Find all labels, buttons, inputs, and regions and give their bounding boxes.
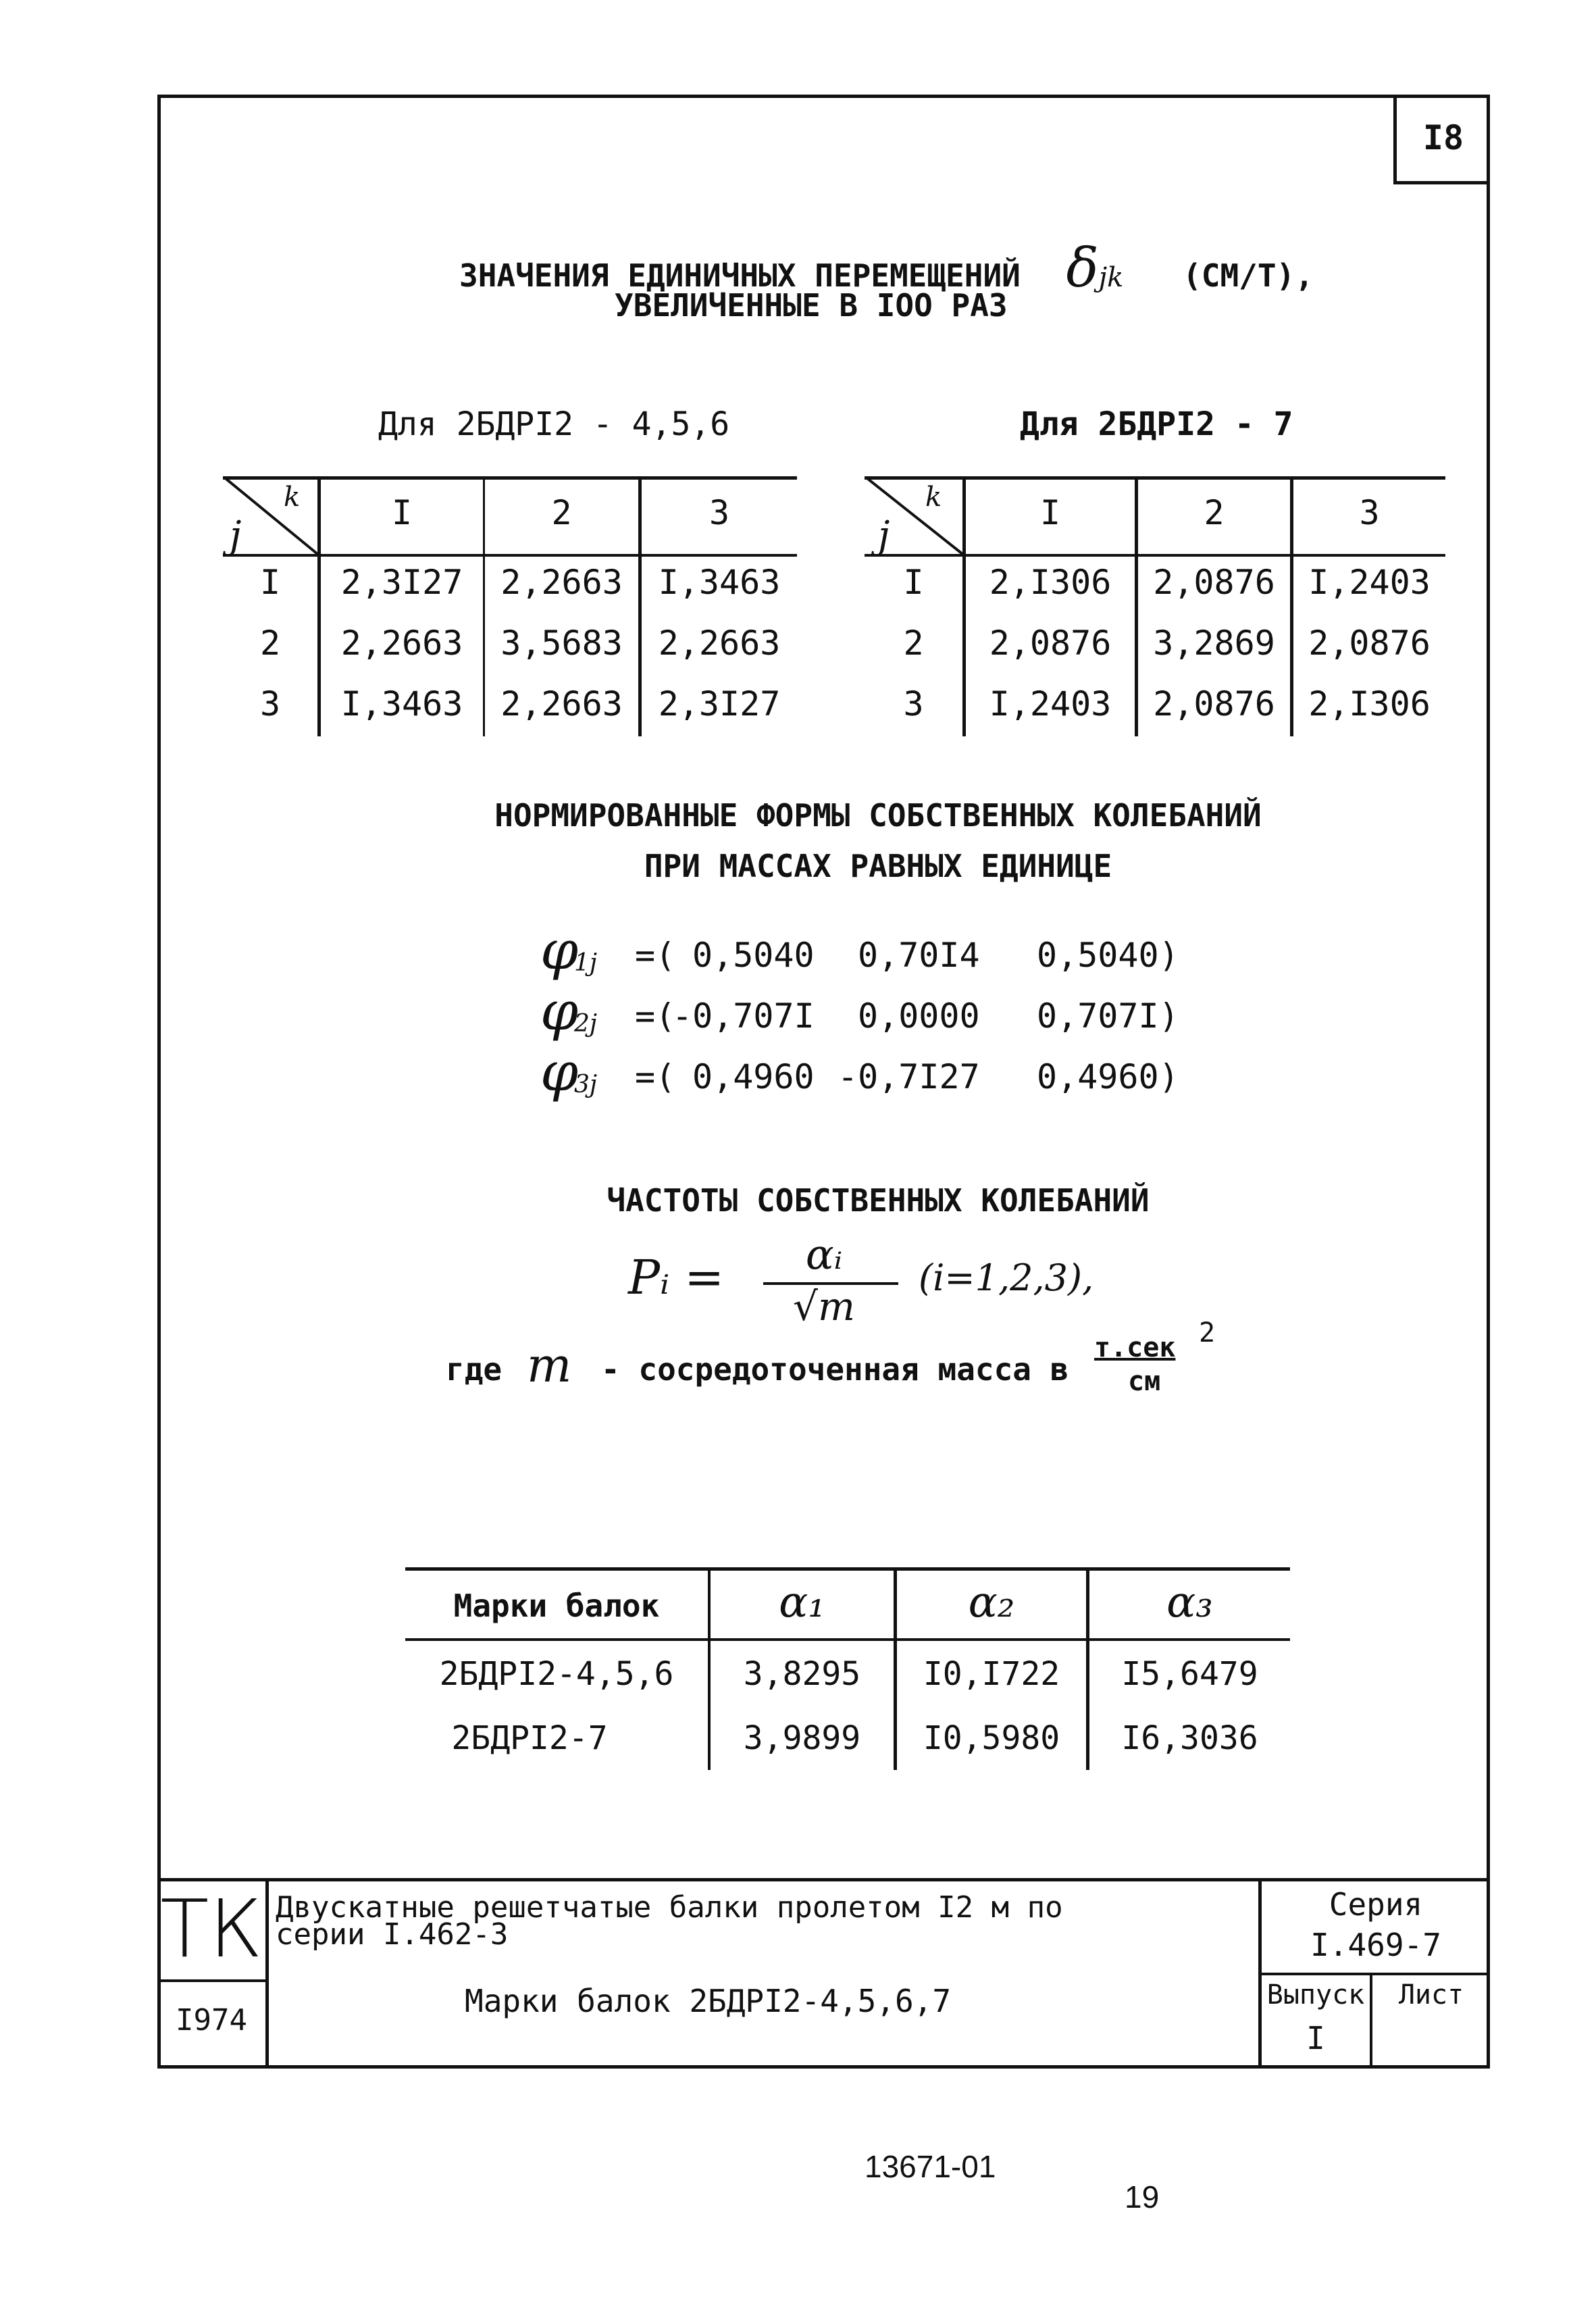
where-text: - сосредоточенная масса в [601, 1351, 1069, 1388]
corner-k: k [284, 482, 301, 513]
phi-symbol: φ [540, 919, 579, 982]
series-label: Серия [1329, 1886, 1423, 1923]
title-block [157, 1878, 1490, 2069]
alpha-table [405, 1567, 1290, 1790]
mode-row [540, 1040, 1216, 1108]
table-cell: 2,2663 [658, 624, 781, 663]
table-cell: I0,5980 [923, 1719, 1060, 1757]
formula-denominator: √m [793, 1284, 855, 1329]
sheet-label: Лист [1398, 1979, 1464, 2010]
table-cell: 2,0876 [1153, 684, 1275, 724]
row-label: 2 [259, 624, 281, 663]
displacement-table-right [865, 476, 1445, 736]
col-header: I [1039, 493, 1061, 532]
col-header: Марки балок [453, 1588, 660, 1624]
series-value: I.469-7 [1310, 1927, 1441, 1963]
mode-row [540, 980, 1216, 1047]
mode-shapes [540, 919, 1216, 1128]
col-header: 2 [1204, 493, 1225, 532]
heading-normalized-modes: НОРМИРОВАННЫЕ ФОРМЫ СОБСТВЕННЫХ КОЛЕБАНИЙ [494, 797, 1262, 834]
footer-page: 19 [1125, 2179, 1160, 2214]
col-header: α₃ [1166, 1577, 1213, 1627]
mode-equals: =( [635, 936, 676, 975]
delta-symbol: δ [1066, 236, 1099, 299]
unit-numerator: т.сек [1094, 1332, 1176, 1363]
table-cell: 2,2663 [500, 684, 623, 724]
heading1-line1: ЗНАЧЕНИЯ ЕДИНИЧНЫХ ПЕРЕМЕЩЕНИЙ [459, 257, 1021, 294]
delta-subscript: jk [1098, 262, 1124, 293]
heading2-line2: ПРИ МАССАХ РАВНЫХ ЕДИНИЦЕ [644, 848, 1112, 884]
table-cell: I,3463 [340, 684, 463, 724]
tk-logo: ТК [160, 1882, 263, 1975]
table-cell: 2,2663 [500, 563, 623, 602]
mode-value: 0,5040 [692, 936, 815, 975]
unit-exponent: 2 [1199, 1317, 1216, 1348]
table-cell: 2,I306 [1308, 684, 1431, 724]
col-header: α₂ [968, 1577, 1015, 1627]
frequency-formula [628, 1230, 1236, 1338]
phi-symbol: φ [540, 980, 579, 1042]
table-right-caption: Для 2БДРI2 - 7 [1020, 405, 1293, 443]
table-cell: I0,I722 [923, 1655, 1060, 1693]
row-label: I [903, 563, 924, 602]
table-cell: I5,6479 [1121, 1655, 1258, 1693]
table-cell: I6,3036 [1121, 1719, 1258, 1757]
issue-label: Выпуск [1266, 1979, 1365, 2010]
phi-subscript: 3j [574, 1071, 598, 1098]
table-cell: I,3463 [658, 563, 781, 602]
mode-value: 0,4960 [692, 1057, 815, 1096]
table-cell: 2,3I27 [658, 684, 781, 724]
marks-title: Марки балок 2БДРI2-4,5,6,7 [465, 1983, 952, 2019]
row-label: 3 [259, 684, 281, 724]
table-cell: 2,0876 [1308, 624, 1431, 663]
sheet-number-box [1393, 95, 1490, 184]
table-cell: 2,2663 [340, 624, 463, 663]
mode-equals: =( [635, 996, 676, 1036]
table-cell: 3,5683 [500, 624, 623, 663]
mode-equals: =( [635, 1057, 676, 1096]
mode-value: -0,707I [672, 996, 815, 1036]
mode-value: 0,70I4 [858, 936, 980, 975]
table-cell: 2,0876 [1153, 563, 1275, 602]
col-header: 3 [709, 493, 730, 532]
heading1-line2: УВЕЛИЧЕННЫЕ В IOO РАЗ [615, 287, 1008, 324]
mode-value: 0,5040) [1037, 936, 1179, 975]
description-line2: серии I.462-3 [276, 1917, 509, 1952]
table-cell: 2,3I27 [340, 563, 463, 602]
mode-value: 0,707I) [1037, 996, 1179, 1036]
description-line1: Двускатные решетчатые балки пролетом I2 м по [276, 1890, 1063, 1925]
row-label: I [259, 563, 281, 602]
phi-symbol: φ [540, 1040, 579, 1103]
corner-k: k [925, 482, 942, 513]
col-header: I [391, 493, 413, 532]
footer-code: 13671-01 [865, 2149, 996, 2184]
row-label: 2БДРI2-7 [451, 1719, 608, 1757]
mode-value: 0,4960) [1037, 1057, 1179, 1096]
table-cell: 2,0876 [989, 624, 1112, 663]
heading-frequencies: ЧАСТОТЫ СОБСТВЕННЫХ КОЛЕБАНИЙ [607, 1182, 1150, 1219]
mode-value: 0,0000 [858, 996, 980, 1036]
formula-numerator: αᵢ [805, 1230, 843, 1279]
displacement-table-left [223, 476, 797, 736]
table-cell: 3,8295 [743, 1655, 861, 1693]
col-header: 3 [1359, 493, 1380, 532]
table-left-caption: Для 2БДРI2 - 4,5,6 [378, 405, 730, 443]
mode-row [540, 919, 1216, 986]
formula-lhs: Pᵢ = [628, 1250, 725, 1305]
col-header: α₁ [779, 1577, 825, 1627]
table-cell: I,2403 [989, 684, 1112, 724]
mode-value: -0,7I27 [838, 1057, 980, 1096]
year: I974 [176, 2003, 247, 2037]
row-label: 3 [903, 684, 924, 724]
where-prefix: где [446, 1351, 503, 1388]
mass-definition [446, 1317, 1256, 1412]
col-header: 2 [551, 493, 572, 532]
table-cell: I,2403 [1308, 563, 1431, 602]
unit-denominator: см [1128, 1366, 1161, 1397]
table-cell: 3,2869 [1153, 624, 1275, 663]
heading-unit-displacements [459, 236, 1405, 299]
table-cell: 2,I306 [989, 563, 1112, 602]
phi-subscript: 1j [574, 949, 598, 977]
where-symbol: m [527, 1338, 572, 1393]
issue-value: I [1306, 2020, 1325, 2056]
row-label: 2 [903, 624, 924, 663]
sheet-number: I8 [1422, 118, 1464, 157]
heading1-units: (СМ/Т), [1183, 257, 1314, 294]
table-cell: 3,9899 [743, 1719, 861, 1757]
corner-j: j [878, 513, 890, 557]
phi-subscript: 2j [574, 1010, 598, 1038]
corner-j: j [230, 513, 242, 557]
row-label: 2БДРI2-4,5,6 [439, 1655, 674, 1693]
formula-note: (i=1,2,3), [919, 1257, 1094, 1299]
